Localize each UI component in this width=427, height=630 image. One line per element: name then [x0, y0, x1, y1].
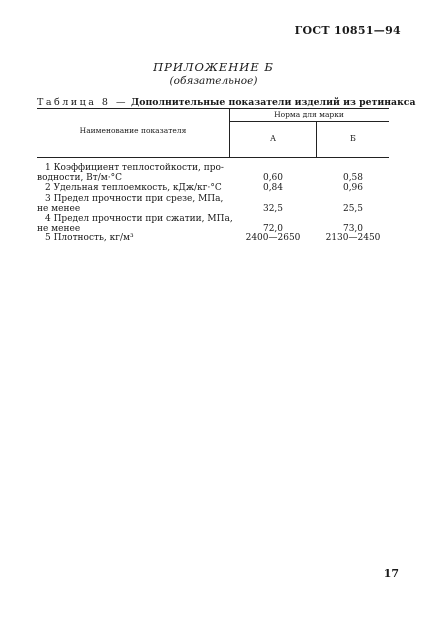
row-label-line: водности, Вт/м·°С	[37, 173, 123, 184]
row-value-a: 32,5	[262, 204, 284, 214]
row-value-a: 72,0	[262, 224, 284, 234]
row-label-line: 4 Предел прочности при сжатии, МПа,	[45, 214, 233, 224]
col-header-norm: Норма для марки	[274, 110, 344, 119]
row-value-a: 2400—2650	[245, 233, 301, 243]
row-label-line: 5 Плотность, кг/м³	[45, 233, 134, 243]
row-label-line: 3 Предел прочности при срезе, МПа,	[45, 194, 224, 204]
table-row	[37, 183, 225, 193]
table-caption-label: Таблица 8 —	[37, 97, 128, 108]
row-value-b: 2130—2450	[325, 233, 381, 243]
appendix-subtitle: (обязательное)	[169, 75, 258, 87]
table-row	[37, 214, 233, 235]
col-header-grade-b: Б	[350, 134, 356, 143]
table-caption-title: Дополнительные показатели изделий из ретинакса	[130, 97, 416, 108]
row-label-line: не менее	[37, 224, 81, 235]
col-header-name: Наименование показателя	[79, 126, 187, 135]
table-row	[37, 163, 225, 184]
col-header-grade-a: А	[269, 134, 277, 143]
row-value-b: 73,0	[342, 224, 364, 234]
row-value-b: 0,96	[342, 183, 364, 193]
table-top-rule	[37, 108, 389, 109]
table-header-bottom-rule	[37, 157, 389, 158]
table-norm-rule	[229, 121, 389, 122]
row-value-b: 0,58	[342, 173, 364, 183]
table-row	[37, 194, 225, 215]
table-row	[37, 233, 225, 243]
row-label-line: 1 Коэффициент теплостойкости, про-	[45, 163, 224, 173]
appendix-title: ПРИЛОЖЕНИЕ Б	[153, 60, 274, 74]
row-value-b: 25,5	[342, 204, 364, 214]
document-code: ГОСТ 10851—94	[294, 24, 401, 37]
row-label-line: не менее	[37, 204, 81, 215]
row-value-a: 0,84	[262, 183, 284, 193]
row-label-line: 2 Удельная теплоемкость, кДж/кг·°С	[45, 183, 222, 193]
row-value-a: 0,60	[262, 173, 284, 183]
page-number: 17	[383, 567, 399, 580]
table-caption	[37, 97, 415, 108]
